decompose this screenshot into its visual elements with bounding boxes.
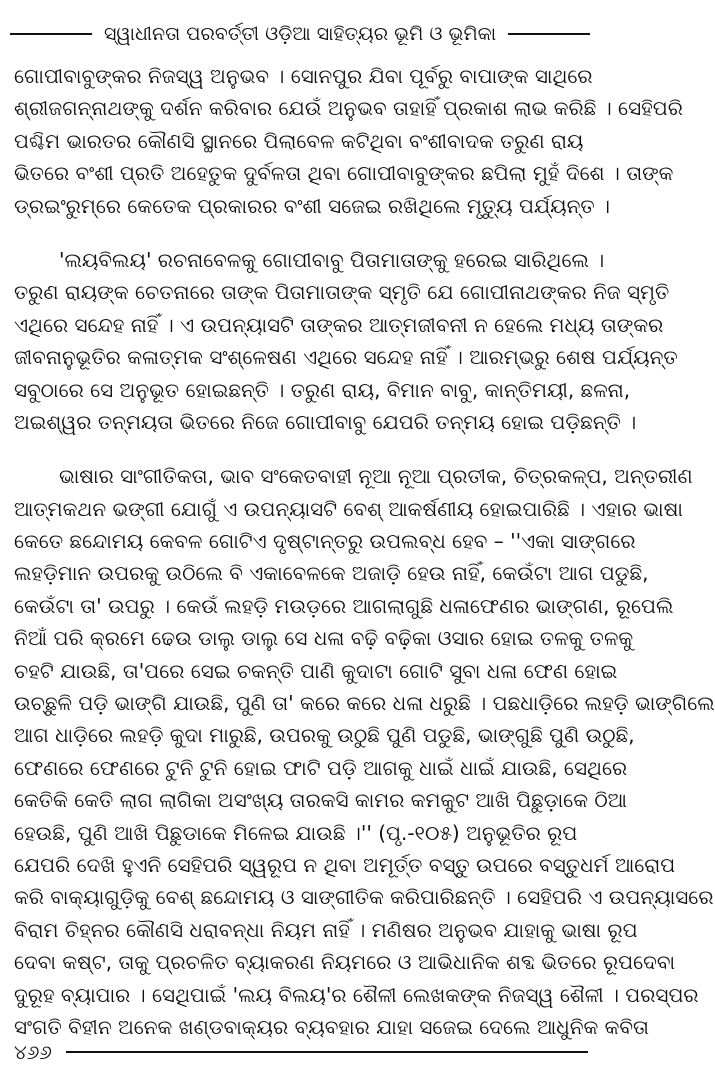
text-line: ଗୋପୀବାବୁଙ୍କର ନିଜସ୍ୱ ଅନୁଭବ । ସୋନପୁର ଯିବା ପୂର୍ବରୁ ବାପାଙ୍କ ସାଥିରେ bbox=[14, 64, 593, 88]
text-line: ଯେପରି ଦେଖି ହୁଏନି ସେହିପରି ସ୍ୱରୂପ ନ ଥିବା ଅମୂର୍ତ୍ତ ବସ୍ତୁ ଉପରେ ବସ୍ତୁଧର୍ମ ଆରୋପ bbox=[14, 852, 676, 877]
paragraph-gap bbox=[14, 438, 588, 460]
text-line: ଉଚ୍ଛୁଳି ପଡ଼ି ଭାଙ୍ଗି ଯାଉଛି, ପୁଣି ତା' କରେ କରେ ଧଳା ଧରୁଛି । ପଛଧାଡ଼ିରେ ଲହଡ଼ି ଭାଙ୍ଗିଲେ bbox=[14, 691, 715, 716]
text-line: ଚହଟି ଯାଉଛି, ତା'ପରେ ସେଇ ଚକନ୍ତି ପାଣି କୁଦାଟା ଗୋଟି ସୁବା ଧଳା ଫେଣ ହୋଇ bbox=[14, 658, 618, 683]
text-line: କରି ବାକ୍ୟାଗୁଡ଼ିକୁ ବେଶ୍ ଛନ୍ଦୋମୟ ଓ ସାଙ୍ଗୀତିକ କରିପାରିଛନ୍ତି । ସେହିପରି ଏ ଉପନ୍ୟାସରେ bbox=[14, 885, 714, 910]
header-rule-right bbox=[508, 33, 590, 35]
footer-rule bbox=[66, 1051, 588, 1053]
text-line: ଜୀବନାନୁଭୂତିର କଳାତ୍ମକ ସଂଶ୍ଳେଷଣ ଏଥିରେ ସନ୍ଦେହ ନାହିଁ । ଆରମ୍ଭରୁ ଶେଷ ପର୍ଯ୍ୟନ୍ତ bbox=[14, 345, 678, 370]
text-line: ଦେବା କଷ୍ଟ, ତାକୁ ପ୍ରଚଳିତ ବ୍ୟାକରଣ ନିୟମରେ ଓ ଆଭିଧାନିକ ଶବ୍ଦ ଭିତରେ ରୂପଦେବା bbox=[14, 950, 676, 975]
paragraph-gap bbox=[14, 222, 588, 244]
text-line: ଅଇଶ୍ୱର ତନ୍ମୟତା ଭିତରେ ନିଜେ ଗୋପୀବାବୁ ଯେପରି ତନ୍ମୟ ହୋଇ ପଡ଼ିଛନ୍ତି । bbox=[14, 409, 637, 434]
text-line: ପଶ୍ଚିମ ଭାରତର କୌଣସି ସ୍ଥାନରେ ପିଲାବେଳ କଟିଥିବା ବଂଶୀବାଦକ ତରୁଣ ରାୟ bbox=[14, 128, 584, 153]
header-title: ସ୍ୱାଧୀନତା ପରବର୍ତ୍ତୀ ଓଡ଼ିଆ ସାହିତ୍ୟର ଭୂମି ଓ ଭୂମିକା bbox=[103, 23, 497, 45]
text-line: ଦୁରୂହ ବ୍ୟାପାର । ସେଥିପାଇଁ 'ଲୟ ବିଲୟ'ର ଶୈଳୀ ଲେଖକଙ୍କ ନିଜସ୍ୱ ଶୈଳୀ । ପରସ୍ପର bbox=[14, 982, 699, 1007]
page-footer bbox=[14, 1036, 588, 1068]
text-line: 'ଲୟବିଲୟ' ରଚନାବେଳକୁ ଗୋପୀବାବୁ ପିତାମାତାଙ୍କୁ ହରେଇ ସାରିଥିଲେ । bbox=[59, 247, 605, 272]
text-line: ତରୁଣ ରାୟଙ୍କ ଚେତନାରେ ତାଙ୍କ ପିତାମାତାଙ୍କ ସ୍ମୃତି ଯେ ଗୋପୀନାଥଙ୍କର ନିଜ ସ୍ମୃତି bbox=[14, 280, 670, 305]
text-line: ବିରାମ ଚିହ୍ନର କୌଣସି ଧରାବନ୍ଧା ନିୟମ ନାହିଁ । ମଣିଷର ଅନୁଭବ ଯାହାକୁ ଭାଷା ରୂପ bbox=[14, 917, 638, 942]
running-header bbox=[10, 14, 590, 54]
text-line: କେତିକି କେତି ଲାଗ ଲାଗିକା ଅସଂଖ୍ୟ ତାରକସି କାମର କମକୁଟ ଆଖି ପିଛୁଡ଼ାକେ ଠିଆ bbox=[14, 788, 628, 813]
page-number: ୪୬୬ bbox=[14, 1040, 52, 1064]
text-line: ସଂଗତି ବିହୀନ ଅନେକ ଖଣ୍ଡବାକ୍ୟର ବ୍ୟବହାର ଯାହା ସଜେଇ ଦେଲେ ଆଧୁନିକ କବିତା bbox=[14, 1014, 649, 1039]
text-line: ଫେଣରେ ଫେଣରେ ଟୁନି ଟୁନି ହୋଇ ଫାଟି ପଡ଼ି ଆଗକୁ ଧାଇଁ ଧାଇଁ ଯାଉଛି, ସେଥିରେ bbox=[14, 755, 628, 780]
text-line: ଆଗ ଧାଡ଼ିରେ ଲହଡ଼ି କୁଦା ମାରୁଛି, ଉପରକୁ ଉଠୁଛି ପୁଣି ପଡୁଛି, ଭାଙ୍ଗୁଛି ପୁଣି ଉଠୁଛି, bbox=[14, 723, 635, 748]
text-line: ସବୁଠାରେ ସେ ଅନୁଭୂତ ହୋଇଛନ୍ତି । ତରୁଣ ରାୟ, ବିମାନ ବାବୁ, କାନ୍ତିମୟୀ, ଛଳନା, bbox=[14, 377, 631, 402]
body-text bbox=[14, 60, 715, 1043]
text-line: ଏଥିରେ ସନ୍ଦେହ ନାହିଁ । ଏ ଉପନ୍ୟାସଟି ତାଙ୍କର ଆତ୍ମଜୀବନୀ ନ ହେଲେ ମଧ୍ୟ ତାଙ୍କର bbox=[14, 312, 664, 337]
header-rule-left bbox=[10, 33, 92, 35]
text-line: ଡ୍ରଇଂରୁମ୍‌ରେ କେତେକ ପ୍ରକାରର ବଂଶୀ ସଜେଇ ରଖିଥିଲେ ମୃତ୍ୟୁ ପର୍ଯ୍ୟନ୍ତ । bbox=[14, 193, 610, 218]
text-line: ନିଆଁ ପରି କ୍ରମେ ଢେଉ ଡାଲୁ ଡାଲୁ ସେ ଧଳା ବଢ଼ି ବଢ଼ିକା ଓସାର ହୋଇ ତଳକୁ ତଳକୁ bbox=[14, 626, 634, 651]
text-line: କେତେ ଛନ୍ଦୋମୟ କେବଳ ଗୋଟିଏ ଦୃଷ୍ଟାନ୍ତରୁ ଉପଲବ୍ଧ ହେବ – ''ଏକା ସାଙ୍ଗରେ bbox=[14, 529, 636, 554]
text-line: ଭିତରେ ବଂଶୀ ପ୍ରତି ଅହେତୁକ ଦୁର୍ବଳତା ଥିବା ଗୋପୀବାବୁଙ୍କର ଛପିଲା ମୁହଁ ଦିଶେ । ତାଙ୍କ bbox=[14, 161, 674, 186]
text-line: ଶ୍ରୀଜଗନ୍ନାଥଙ୍କୁ ଦର୍ଶନ କରିବାର ଯେଉଁ ଅନୁଭବ ତାହାହିଁ ପ୍ରକାଶ ଲାଭ କରିଛି । ସେହିପରି bbox=[14, 96, 683, 121]
text-line: ଆତ୍ମକଥନ ଭଙ୍ଗୀ ଯୋଗୁଁ ଏ ଉପନ୍ୟାସଟି ବେଶ୍ ଆକର୍ଷଣୀୟ ହୋଇପାରିଛି । ଏହାର ଭାଷା bbox=[14, 496, 683, 521]
text-line: ଲହଡ଼ିମାନ ଉପରକୁ ଉଠିଲେ ବି ଏକାବେଳକେ ଅଜାଡ଼ି ହେଉ ନାହିଁ, କେଉଁଟା ଆଗ ପଡୁଛି, bbox=[14, 561, 649, 586]
text-line: ଭାଷାର ସାଂଗୀତିକତା, ଭାବ ସଂକେତବାହୀ ନୂଆ ନୂଆ ପ୍ରତୀକ, ଚିତ୍ରକଳ୍ପ, ଅନ୍ତରୀଣ bbox=[59, 464, 693, 489]
text-line: ହେଉଛି, ପୁଣି ଆଖି ପିଛୁଡାକେ ମିଳେଇ ଯାଉଛି ।'' (ପୃ.-୧୦୫) ଅନୁଭୂତିର ରୂପ bbox=[14, 820, 578, 845]
text-line: କେଉଁଟା ତା' ଉପରୁ । କେଉଁ ଲହଡ଼ି ମଉଡ଼ରେ ଆଗଲାଗୁଛି ଧଳାଫେଣର ଭାଙ୍ଗଣ, ରୂପେଲି bbox=[14, 593, 674, 618]
